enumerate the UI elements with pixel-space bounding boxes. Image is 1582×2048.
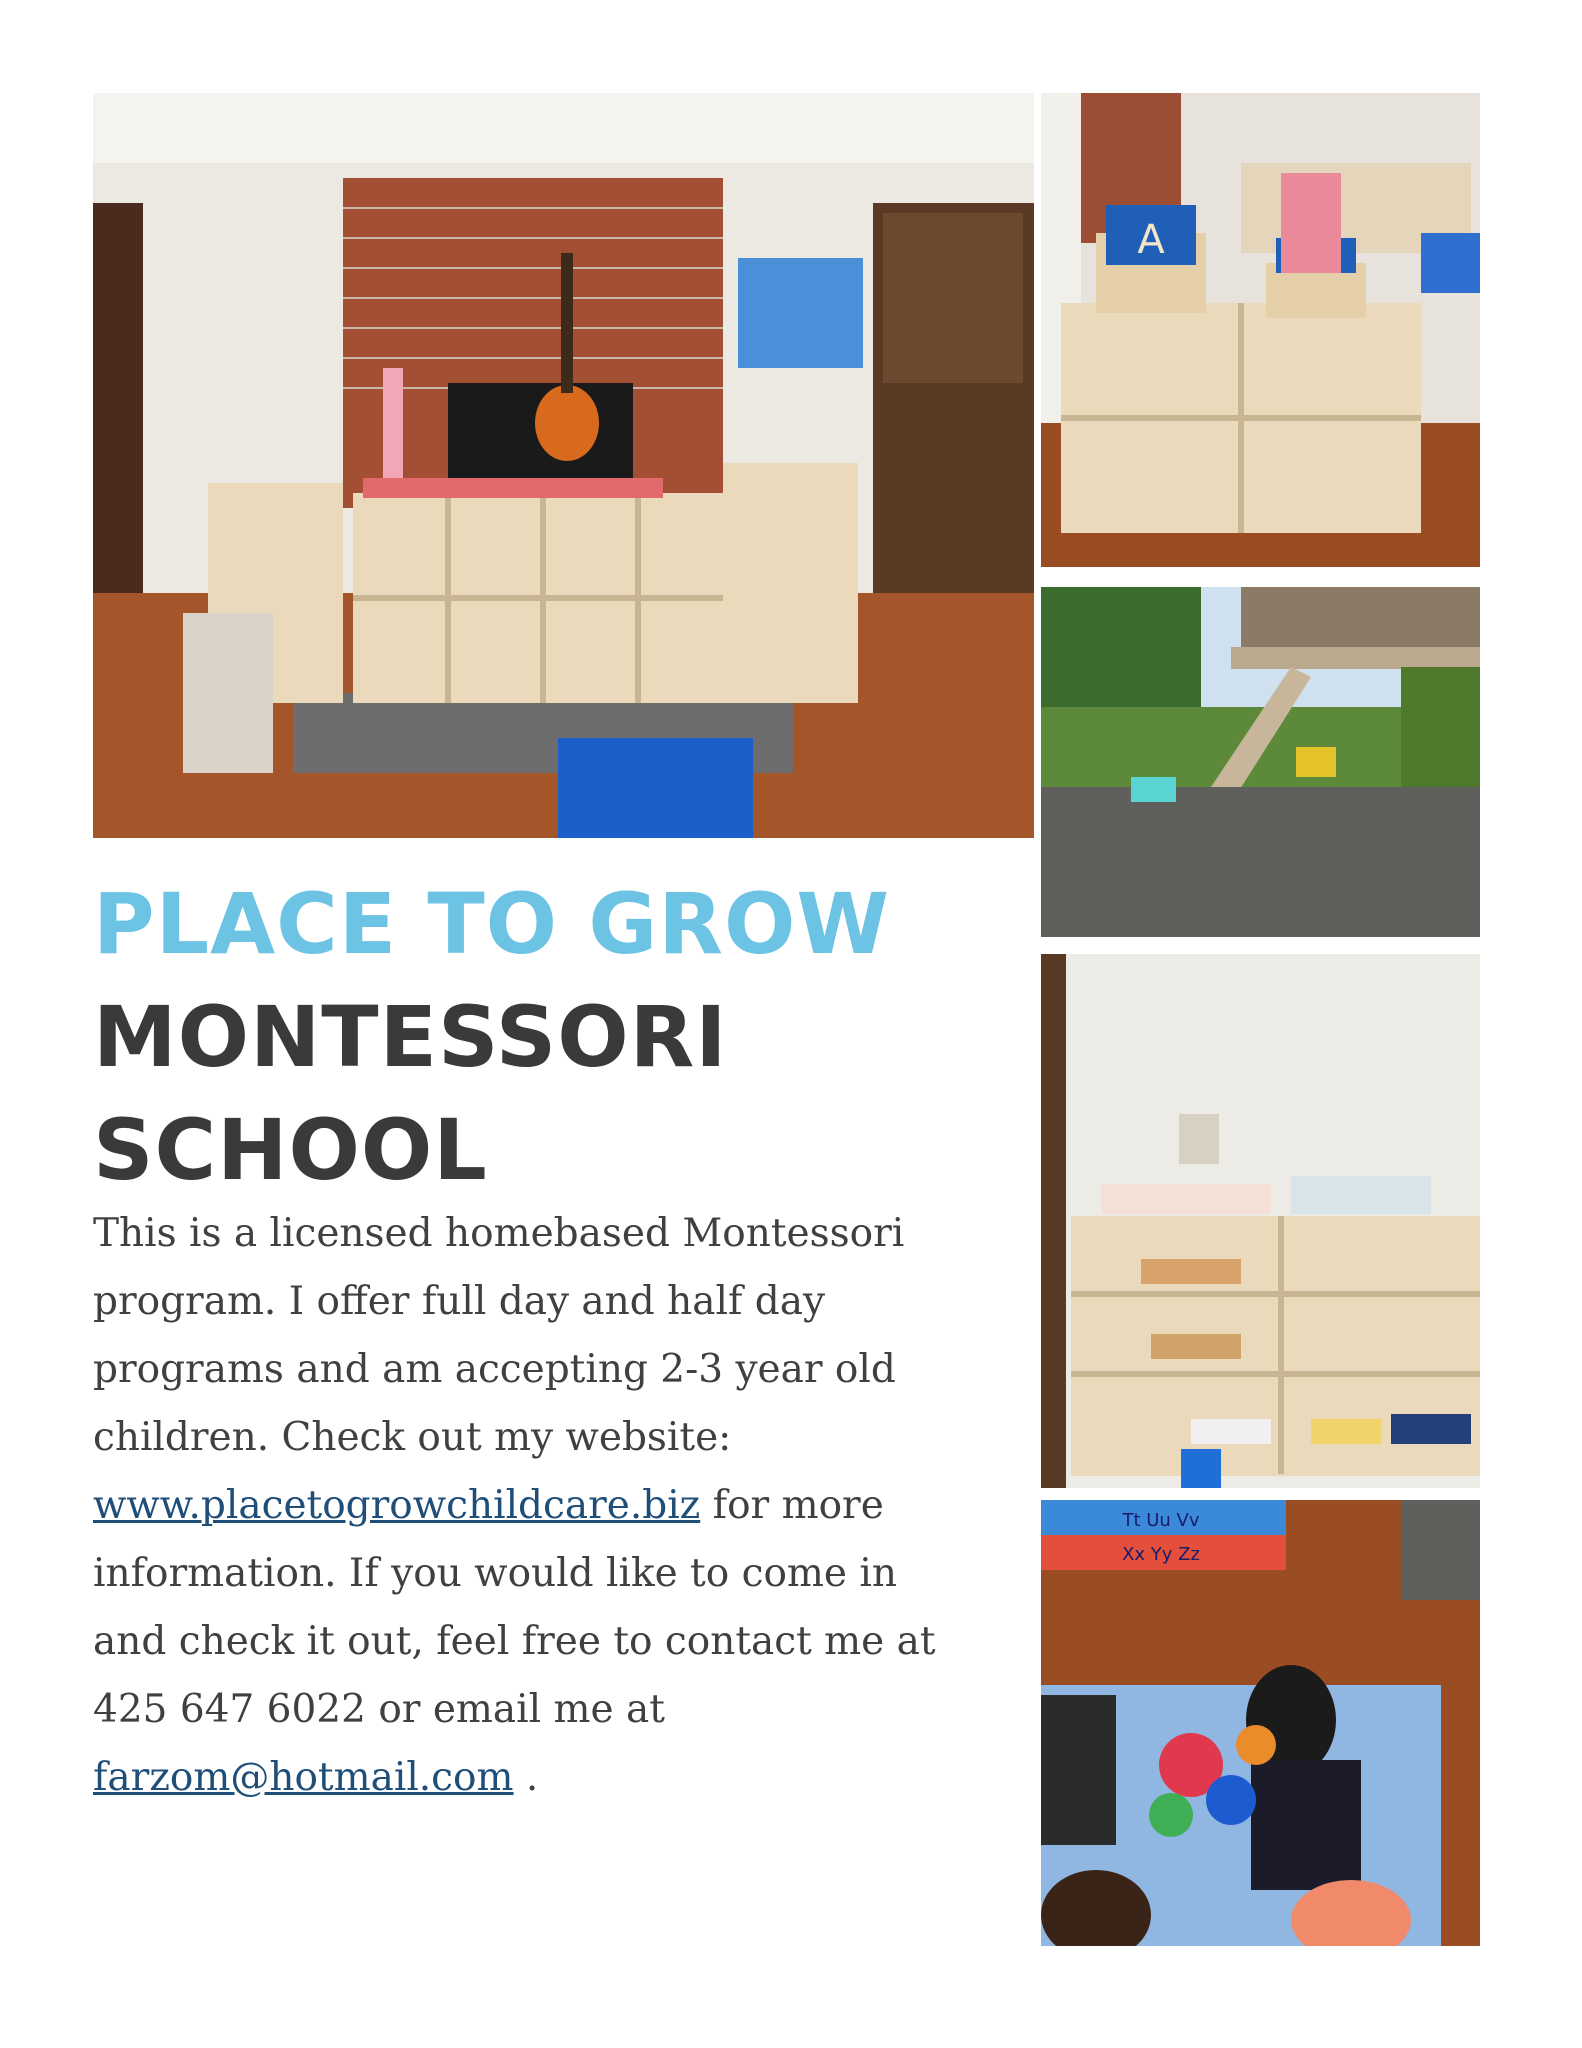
rug-letters-row2: Xx Yy Zz bbox=[1122, 1544, 1200, 1565]
backyard-photo bbox=[1041, 587, 1480, 937]
description-paragraph bbox=[93, 1200, 953, 1812]
shelf-letter-cards-photo bbox=[1041, 93, 1480, 567]
children-puzzle-photo bbox=[1041, 1500, 1480, 1946]
title-montessori: MONTESSORI bbox=[93, 988, 728, 1086]
classroom-fireplace-photo bbox=[93, 93, 1034, 838]
shelves-photo bbox=[1041, 954, 1480, 1488]
rug-letters-row1: Tt Uu Vv bbox=[1122, 1510, 1200, 1531]
website-link[interactable]: www.placetogrowchildcare.biz bbox=[93, 1483, 701, 1528]
description-intro: This is a licensed homebased Montessori program. I offer full day and half day programs and am accepting 2-3 year old children. Check out my website: bbox=[93, 1211, 905, 1460]
description-middle: for more information. If you would like to come in and check it out, feel free to contact me at 425 647 6022 or email me at bbox=[93, 1483, 936, 1732]
description-end: . bbox=[513, 1755, 539, 1800]
title-place-to-grow: PLACE TO GROW bbox=[93, 875, 891, 973]
email-link[interactable]: farzom@hotmail.com bbox=[93, 1755, 514, 1800]
title-school: SCHOOL bbox=[93, 1101, 488, 1199]
letter-card-label: A bbox=[1137, 217, 1165, 263]
